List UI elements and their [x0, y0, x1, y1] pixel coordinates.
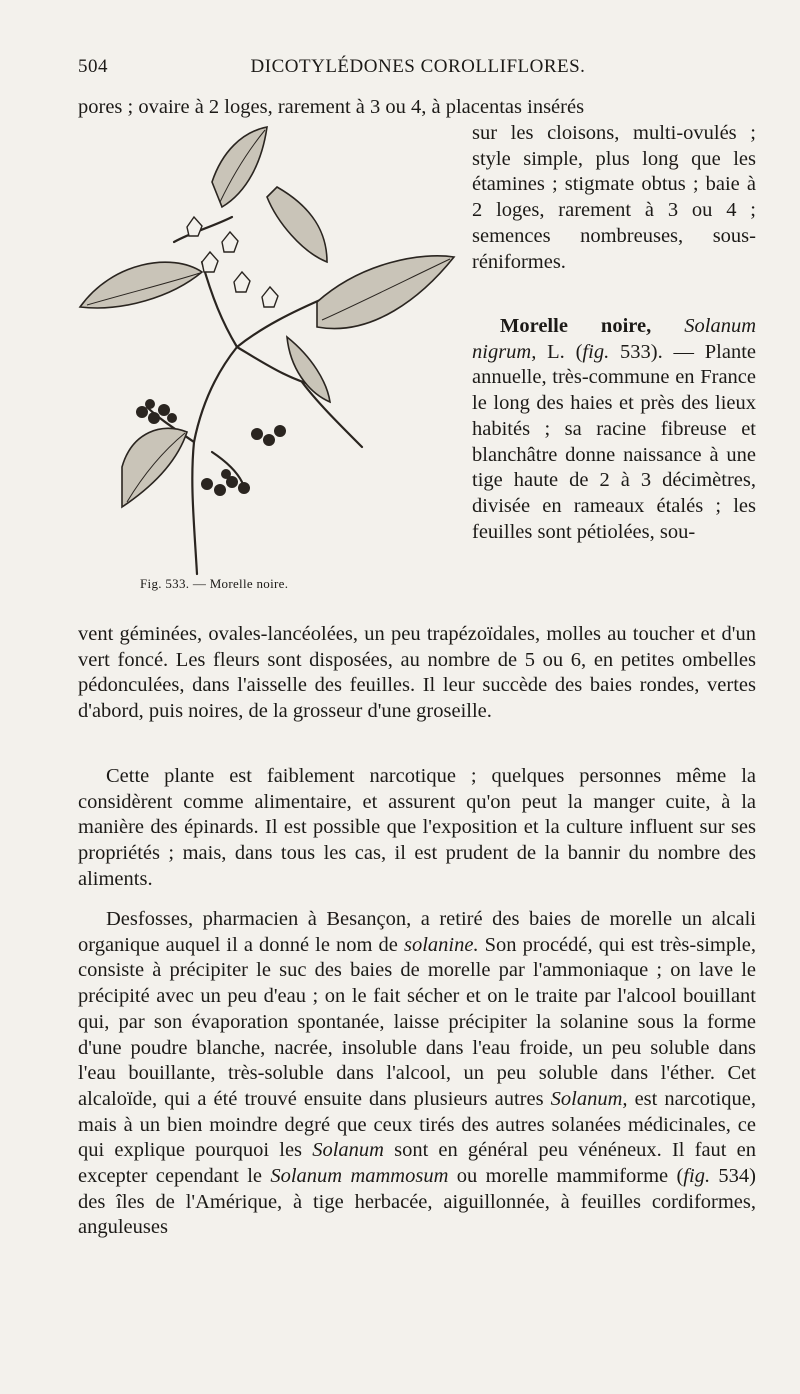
term-solanine: solanine.: [403, 933, 479, 956]
term-solanum: Solanum: [312, 1139, 384, 1162]
author: L. (: [547, 340, 583, 363]
plant-drawing: [62, 122, 462, 594]
term-solanum: Solanum,: [550, 1087, 628, 1110]
flower: [202, 252, 218, 272]
text-wrap-2: [472, 314, 756, 545]
leaf-left: [80, 262, 202, 308]
main-stem: [192, 347, 237, 574]
text-span: ou morelle mammiforme (: [456, 1165, 684, 1188]
page-number: 504: [78, 56, 108, 77]
figure-caption: Fig. 533. — Morelle noire.: [140, 576, 289, 591]
page-header: [78, 56, 758, 86]
text-span: sont en général peu vénéneux. Il faut en excepter cependant le: [78, 1139, 756, 1188]
text-span: Son procédé, qui est très-simple, consiste à précipiter le suc des baies de morelle par l'ammoniaque ; on lave le précipité avec un peu d'eau ; on le fait sécher et on le traite par l'alcool bouillant qui, par son évaporation spontanée, laisse précipiter la solanine sous la forme d'une poudre blanche, nacrée, insoluble dans l'eau froide, un peu soluble dans l'eau bouillante, très-soluble dans l'alcool, un peu soluble dans l'éther. Cet alcaloïde, qui a été trouvé ensuite dans plusieurs autres: [78, 933, 757, 1110]
species-title: Morelle noire,: [500, 315, 652, 337]
text-line-first: pores ; ovaire à 2 loges, rarement à 3 ou 4, à placentas insérés: [78, 96, 585, 118]
flower: [262, 287, 278, 307]
morelle-noire-illustration: [62, 122, 462, 594]
leaf-middle: [287, 337, 330, 402]
leaf-top-right: [267, 187, 327, 262]
paragraph-description: vent géminées, ovales-lancéolées, un peu trapézoïdales, molles au toucher et d'un vert foncé. Les fleurs sont disposées, au nombre de 5 ou 6, en petites ombelles pédonculées, dans l'aisselle des feuilles. Il leur succède des baies rondes, vertes d'abord, puis noires, de la grosseur d'une groseille.: [78, 623, 756, 723]
latin-name: Solanum nigrum,: [472, 315, 756, 363]
text-span: 534) des îles de l'Amérique, à tige herbacée, aiguillonnée, à feuilles cordiformes, anguleuses: [78, 1165, 756, 1239]
text-wrap-1: sur les cloisons, multi-ovulés ; style simple, plus long que les étamines ; stigmate obtus ; baie à 2 loges, rarement à 3 ou 4 ; semences nombreuses, sous-réniformes.: [472, 122, 756, 273]
fig-ref: fig.: [582, 340, 610, 363]
text-span: est narcotique, mais à un bien moindre degré que ceux tirés des autres solanées médicinales, ce qui explique pourquoi les: [78, 1087, 757, 1162]
flower: [222, 232, 238, 252]
fig-ref: fig.: [683, 1165, 711, 1188]
text-span: Desfosses, pharmacien à Besançon, a retiré des baies de morelle un alcali organique auquel il a donné le nom de: [78, 908, 756, 956]
description-text: 533). — Plante annuelle, très-commune en France le long des haies et près des lieux habités ; sa racine fibreuse et blanchâtre donne naissance à une tige haute de 2 à 3 décimètres, divisée en rameaux étalés ; les feuilles sont pétiolées, sou-: [472, 340, 757, 543]
running-title: DICOTYLÉDONES COROLLIFLORES.: [250, 56, 586, 77]
paragraph-narcotic: Cette plante est faiblement narcotique ; quelques personnes même la considèrent comme alimentaire, et assurent qu'on peut la manger cuite, à la manière des épinards. Il est possible que l'exposition et la culture influent sur ses propriétés ; mais, dans tous les cas, il est prudent de la bannir du nombre des aliments.: [78, 765, 756, 890]
flower: [187, 217, 202, 236]
term-solanum-mammosum: Solanum mammosum: [270, 1165, 449, 1188]
flower: [234, 272, 250, 292]
paragraph-solanine: [78, 907, 756, 1241]
